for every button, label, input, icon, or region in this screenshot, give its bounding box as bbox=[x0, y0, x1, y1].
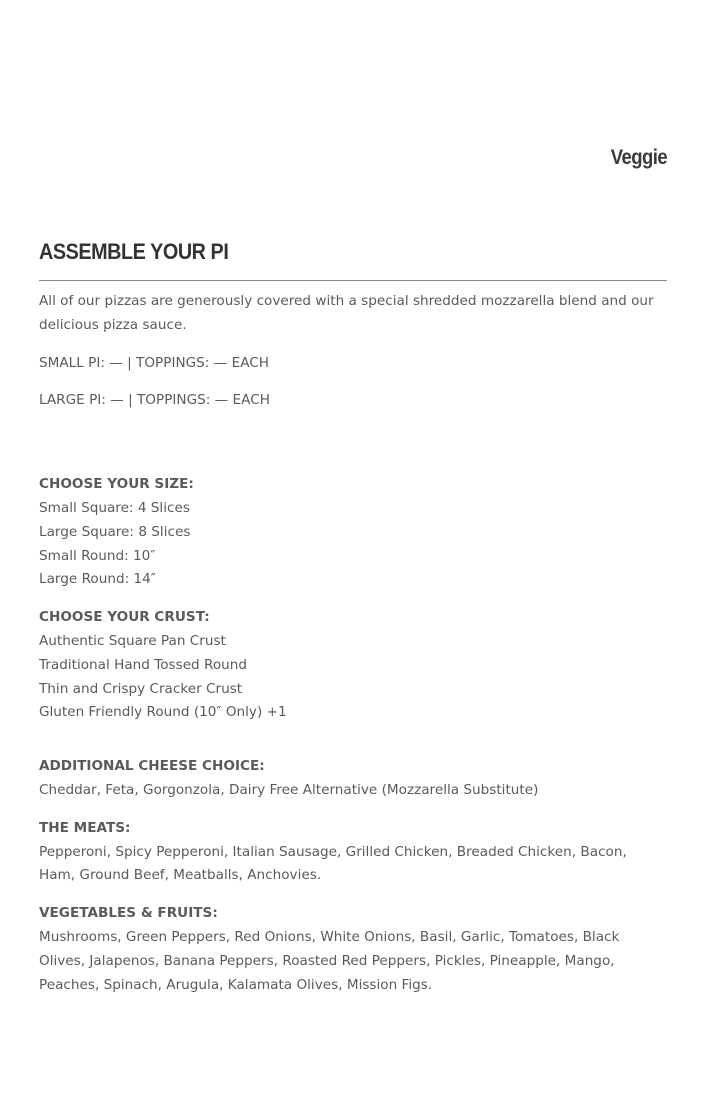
size-heading: CHOOSE YOUR SIZE: bbox=[39, 476, 194, 493]
meats-list: Pepperoni, Spicy Pepperoni, Italian Sausage, Grilled Chicken, Breaded Chicken, Bacon, Ham, Ground Beef, Meatballs, Anchovies. bbox=[39, 843, 627, 884]
intro-text: All of our pizzas are generously covered with a special shredded mozzarella blend and our delicious pizza sauce. bbox=[39, 293, 654, 333]
cheese-list: Cheddar, Feta, Gorgonzola, Dairy Free Alternative (Mozzarella Substitute) bbox=[39, 781, 539, 798]
crust-option: Authentic Square Pan Crust bbox=[39, 632, 226, 649]
large-pi-price: LARGE PI: — | TOPPINGS: — EACH bbox=[39, 392, 270, 409]
cheese-options bbox=[39, 755, 667, 803]
size-option: Large Square: 8 Slices bbox=[39, 523, 191, 540]
size-option: Small Round: 10″ bbox=[39, 547, 156, 564]
size-option: Large Round: 14″ bbox=[39, 571, 156, 588]
crust-heading: CHOOSE YOUR CRUST: bbox=[39, 609, 210, 626]
cheese-heading: ADDITIONAL CHEESE CHOICE: bbox=[39, 758, 265, 775]
crust-option: Gluten Friendly Round (10″ Only) +1 bbox=[39, 704, 287, 721]
vegetables-heading: VEGETABLES & FRUITS: bbox=[39, 905, 218, 922]
meat-options bbox=[39, 817, 667, 888]
small-pi-price: SMALL PI: — | TOPPINGS: — EACH bbox=[39, 354, 269, 371]
size-options bbox=[39, 473, 667, 592]
assemble-section bbox=[39, 238, 667, 997]
divider bbox=[39, 280, 667, 281]
veggie-label: Veggie bbox=[610, 146, 667, 169]
crust-option: Thin and Crispy Cracker Crust bbox=[39, 680, 243, 697]
crust-options bbox=[39, 606, 667, 725]
vegetables-list: Mushrooms, Green Peppers, Red Onions, White Onions, Basil, Garlic, Tomatoes, Black Olives, Jalapenos, Banana Peppers, Roasted Red Peppers, Pickles, Pineapple, Mango, Peaches, Spinach, Arugula, Kalamata Olives, Mission Figs. bbox=[39, 928, 620, 993]
meats-heading: THE MEATS: bbox=[39, 819, 131, 836]
crust-option: Traditional Hand Tossed Round bbox=[39, 656, 248, 673]
vegetable-options bbox=[39, 902, 667, 997]
size-option: Small Square: 4 Slices bbox=[39, 499, 190, 516]
section-title: ASSEMBLE YOUR PI bbox=[39, 239, 229, 264]
